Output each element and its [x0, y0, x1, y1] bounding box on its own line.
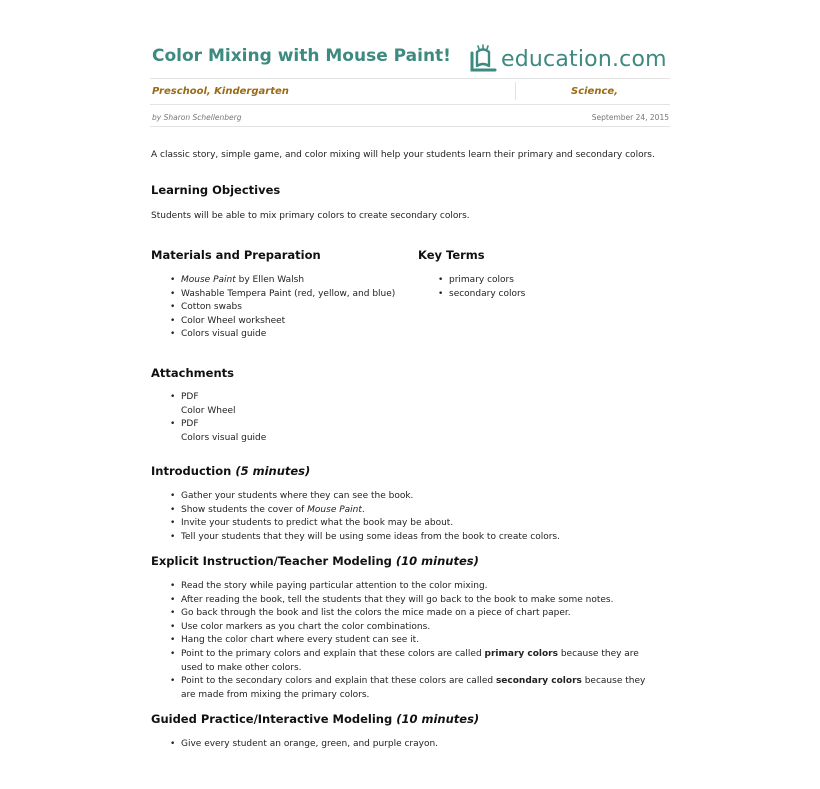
page-title: Color Mixing with Mouse Paint!	[152, 46, 451, 66]
list-item	[170, 504, 560, 518]
list-item: • Cotton swabs	[170, 301, 395, 315]
duration: (10 minutes)	[396, 712, 480, 726]
list-item-text: because they are	[557, 648, 639, 659]
meta-separator	[515, 82, 516, 100]
list-item: • Invite your students to predict what the book may be about.	[170, 517, 560, 531]
list-item-text: .	[361, 504, 365, 515]
list-item: • secondary colors	[438, 288, 525, 302]
list-item-text: Point to the primary colors and explain that these colors are called	[181, 648, 485, 659]
byline-divider	[150, 126, 670, 127]
list-item: • primary colors	[438, 274, 525, 288]
introduction-list	[170, 490, 560, 544]
publish-date: September 24, 2015	[591, 113, 669, 122]
term-secondary-colors: secondary colors	[495, 676, 582, 687]
materials-heading: Materials and Preparation	[151, 248, 321, 262]
heading-text: Guided Practice/Interactive Modeling	[151, 712, 393, 726]
list-item: • Go back through the book and list the colors the mice made on a piece of chart paper.	[170, 607, 645, 621]
list-item: • Read the story while paying particular attention to the color mixing.	[170, 580, 645, 594]
attachment-link-colors-visual-guide[interactable]: Colors visual guide	[181, 432, 267, 443]
explicit-instruction-heading	[151, 554, 479, 568]
list-item: • After reading the book, tell the students that they will go back to the book to make some notes.	[170, 594, 645, 608]
attachment-type: • PDF	[170, 391, 266, 405]
learning-objectives-heading: Learning Objectives	[151, 183, 281, 197]
materials-list	[170, 274, 395, 342]
list-item-continuation: used to make other colors.	[181, 662, 302, 673]
attachment-link-color-wheel[interactable]: Color Wheel	[181, 405, 236, 416]
header-divider	[150, 78, 670, 79]
explicit-instruction-list	[170, 580, 645, 702]
guided-practice-list	[170, 738, 438, 752]
subject: Science,	[571, 86, 618, 97]
book-icon	[467, 43, 501, 75]
list-item	[170, 675, 645, 689]
duration: (5 minutes)	[235, 464, 311, 478]
term-primary-colors: primary colors	[484, 648, 558, 659]
list-item-text: because they	[581, 676, 646, 687]
heading-text: Explicit Instruction/Teacher Modeling	[151, 554, 392, 568]
list-item: • Hang the color chart where every student can see it.	[170, 634, 645, 648]
list-item-continuation: are made from mixing the primary colors.	[181, 689, 370, 700]
meta-divider	[150, 104, 670, 105]
attachment-type: • PDF	[170, 418, 266, 432]
grade-level: Preschool, Kindergarten	[152, 86, 289, 97]
lesson-summary: A classic story, simple game, and color mixing will help your students learn their primary and secondary colors.	[151, 150, 655, 160]
list-item: • Washable Tempera Paint (red, yellow, and blue)	[170, 288, 395, 302]
introduction-heading	[151, 464, 310, 478]
attachments-list	[170, 391, 266, 445]
guided-practice-heading	[151, 712, 479, 726]
list-item-text: Show students the cover of	[181, 504, 308, 515]
list-item	[170, 648, 645, 662]
list-item-text: by Ellen Walsh	[235, 275, 305, 285]
key-terms-list	[438, 274, 525, 301]
list-item: • Gather your students where they can see the book.	[170, 490, 560, 504]
list-item: • Tell your students that they will be using some ideas from the book to create colors.	[170, 531, 560, 545]
author-byline: by Sharon Schellenberg	[152, 113, 242, 122]
key-terms-heading: Key Terms	[418, 248, 485, 262]
learning-objectives-text: Students will be able to mix primary colors to create secondary colors.	[151, 211, 470, 221]
list-item: • Use color markers as you chart the color combinations.	[170, 621, 645, 635]
heading-text: Introduction	[151, 464, 232, 478]
list-item: • Color Wheel worksheet	[170, 315, 395, 329]
list-item-text: Point to the secondary colors and explain that these colors are called	[181, 676, 496, 687]
education-logo[interactable]	[467, 42, 667, 76]
attachments-heading: Attachments	[151, 366, 234, 380]
book-title: Mouse Paint	[181, 275, 236, 285]
duration: (10 minutes)	[395, 554, 479, 568]
book-title: Mouse Paint	[307, 504, 362, 515]
list-item: • Give every student an orange, green, and purple crayon.	[170, 738, 438, 752]
list-item	[170, 274, 395, 288]
list-item: • Colors visual guide	[170, 328, 395, 342]
logo-wordmark: education.com	[501, 46, 667, 72]
